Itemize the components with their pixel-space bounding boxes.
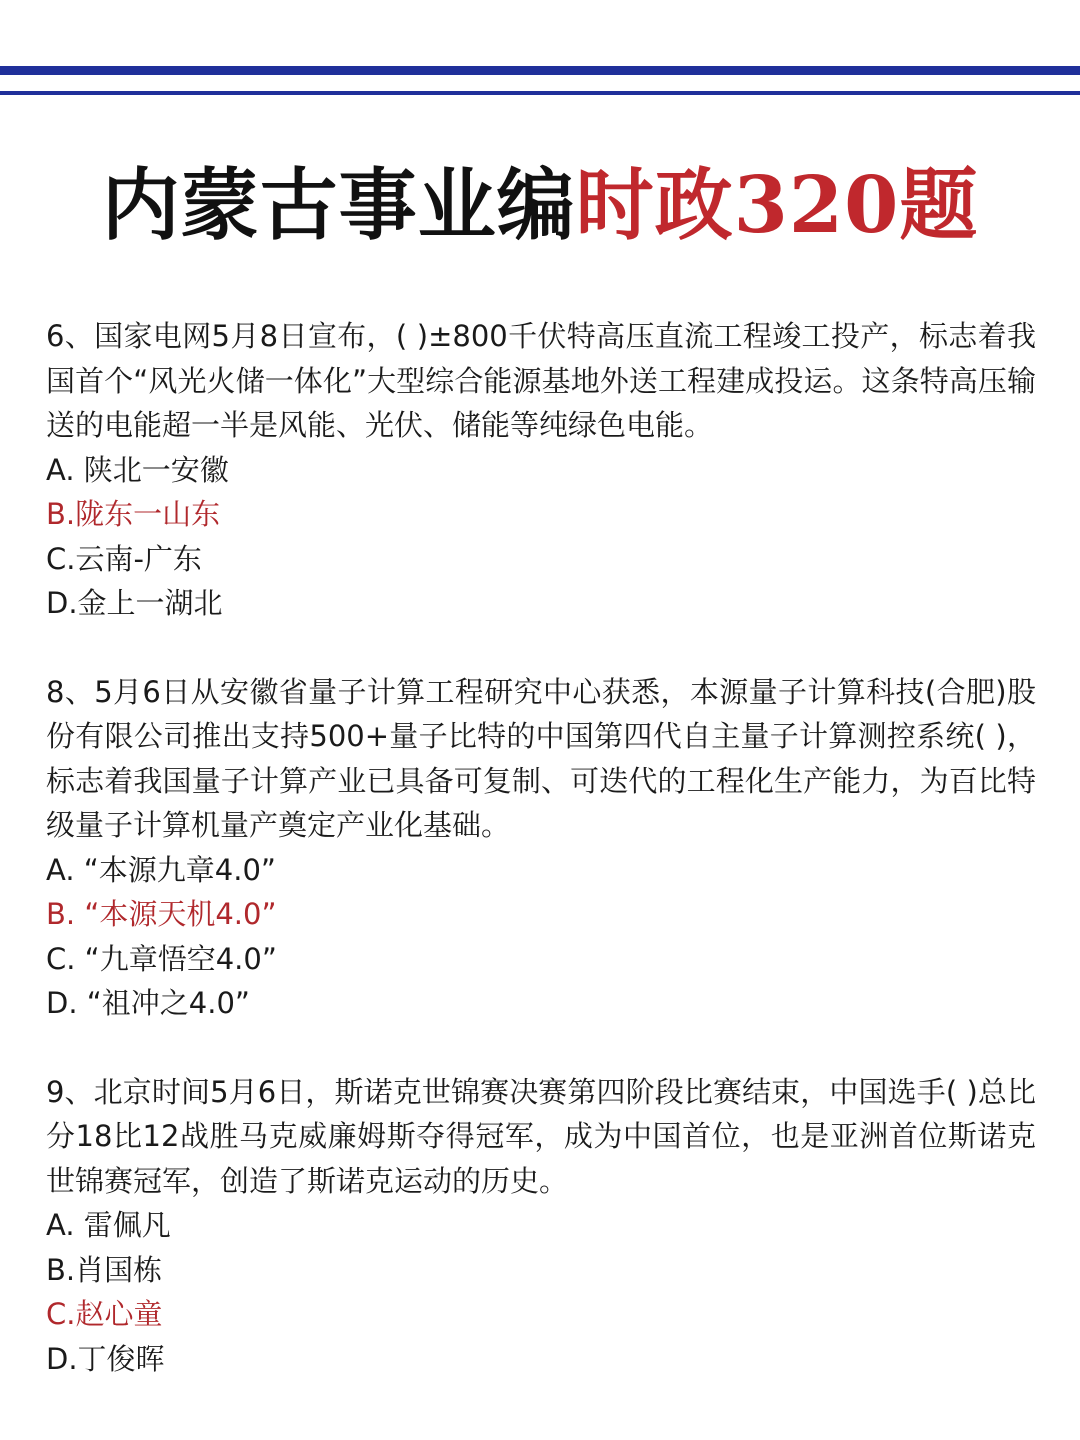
page-title-black: 内蒙古事业编 [101, 160, 576, 251]
option-c-correct: C.赵心童 [46, 1297, 163, 1331]
option-d: D.丁俊晖 [46, 1341, 165, 1376]
option-a: A. “本源九章4.0” [46, 852, 276, 887]
question-9 [46, 1070, 1036, 1382]
top-rule-thick [0, 66, 1080, 75]
question-stem: 8、5月6日从安徽省量子计算工程研究中心获悉，本源量子计算科技(合肥)股份有限公司推出支持500+量子比特的中国第四代自主量子计算测控系统( )，标志着我国量子计算产业已具备可复制、可迭代的工程化生产能力，为百比特级量子计算机量产奠定产业化基础。 [46, 674, 1036, 842]
option-b: B.肖国栋 [46, 1252, 163, 1287]
question-8 [46, 670, 1036, 1026]
question-stem: 9、北京时间5月6日，斯诺克世锦赛决赛第四阶段比赛结束，中国选手( )总比分18比12战胜马克威廉姆斯夺得冠军，成为中国首位，也是亚洲首位斯诺克世锦赛冠军，创造了斯诺克运动的历史。 [46, 1074, 1036, 1198]
option-a: A. 陕北一安徽 [46, 452, 229, 487]
option-c: C.云南-广东 [46, 541, 202, 576]
option-b-correct: B.陇东一山东 [46, 497, 221, 531]
question-6 [46, 314, 1036, 626]
question-list [46, 314, 1036, 1381]
option-d: D. “祖冲之4.0” [46, 986, 250, 1020]
question-stem: 6、国家电网5月8日宣布，( )±800千伏特高压直流工程竣工投产，标志着我国首个“风光火储一体化”大型综合能源基地外送工程建成投运。这条特高压输送的电能超一半是风能、光伏、储能等纯绿色电能。 [46, 319, 1036, 442]
option-b-correct: B. “本源天机4.0” [46, 897, 277, 931]
top-rule-thin [0, 91, 1080, 95]
option-d: D.金上一湖北 [46, 586, 223, 620]
page-title [0, 158, 1080, 254]
option-c: C. “九章悟空4.0” [46, 941, 277, 976]
option-a: A. 雷佩凡 [46, 1208, 171, 1242]
page-title-red: 时政320题 [575, 160, 979, 251]
